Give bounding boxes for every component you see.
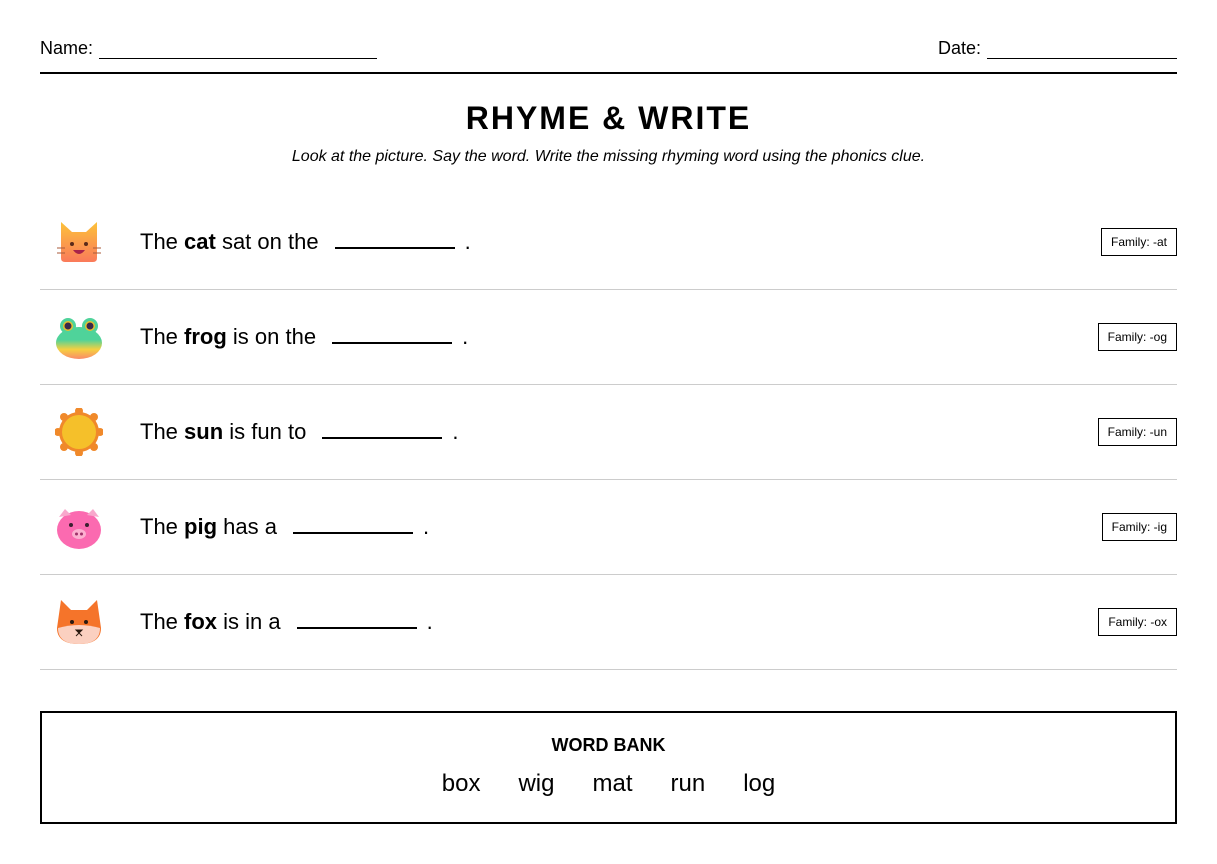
sentence-middle: sat on the <box>215 229 319 254</box>
word-family-badge: Family: -at <box>1101 228 1177 256</box>
word-bank-title: WORD BANK <box>551 735 666 755</box>
sentence-end: . <box>452 419 459 444</box>
key-word: sun <box>184 419 224 444</box>
sentence-start: The <box>140 324 185 349</box>
word-bank-word: mat <box>592 770 633 797</box>
answer-blank[interactable] <box>335 246 455 249</box>
sentence-start: The <box>140 229 185 254</box>
word-bank-word: log <box>743 770 776 797</box>
page-title: RHYME & WRITE <box>465 100 752 136</box>
answer-blank[interactable] <box>322 436 442 439</box>
exercise-row <box>40 480 1177 575</box>
key-word: cat <box>184 229 216 254</box>
word-family-badge: Family: -og <box>1098 323 1177 351</box>
sentence-end: . <box>464 229 471 254</box>
sentence <box>140 324 468 350</box>
key-word: frog <box>184 324 227 349</box>
sentence-end: . <box>426 609 433 634</box>
answer-blank[interactable] <box>297 626 417 629</box>
sun-icon <box>55 408 103 456</box>
name-line[interactable] <box>99 38 377 59</box>
sentence-end: . <box>462 324 469 349</box>
word-bank-word: wig <box>518 770 555 797</box>
instructions: Look at the picture. Say the word. Write the missing rhyming word using the phonics clue. <box>291 148 926 165</box>
answer-blank[interactable] <box>293 531 413 534</box>
word-bank-words <box>42 770 1175 798</box>
exercise-row <box>40 385 1177 480</box>
date-field[interactable] <box>938 38 1177 72</box>
sentence-middle: is in a <box>217 609 281 634</box>
sentence-middle: is on the <box>226 324 317 349</box>
sentence-middle: is fun to <box>223 419 307 444</box>
cat-face-icon <box>55 218 103 266</box>
word-bank-word: run <box>670 770 706 797</box>
date-label: Date: <box>937 38 981 58</box>
exercise-list <box>40 195 1177 670</box>
sentence-start: The <box>140 419 185 444</box>
name-label: Name: <box>40 38 94 58</box>
sentence <box>140 419 458 445</box>
pig-face-icon <box>55 503 103 551</box>
word-family-badge: Family: -un <box>1098 418 1177 446</box>
word-family-badge: Family: -ox <box>1098 608 1177 636</box>
exercise-row <box>40 290 1177 385</box>
word-bank-word: box <box>441 770 481 797</box>
worksheet-header <box>40 38 1177 74</box>
word-bank <box>40 711 1177 824</box>
frog-face-icon <box>55 313 103 361</box>
exercise-row <box>40 575 1177 670</box>
date-line[interactable] <box>987 38 1177 59</box>
exercise-row <box>40 195 1177 290</box>
fox-face-icon <box>55 598 103 646</box>
key-word: pig <box>184 514 218 539</box>
key-word: fox <box>184 609 218 634</box>
sentence <box>140 609 433 635</box>
word-family-badge: Family: -ig <box>1102 513 1177 541</box>
answer-blank[interactable] <box>332 341 452 344</box>
sentence <box>140 229 471 255</box>
sentence-end: . <box>422 514 430 539</box>
sentence-start: The <box>140 609 185 634</box>
sentence <box>140 514 429 540</box>
sentence-middle: has a <box>217 514 277 539</box>
sentence-start: The <box>140 514 185 539</box>
name-field[interactable] <box>40 38 377 72</box>
